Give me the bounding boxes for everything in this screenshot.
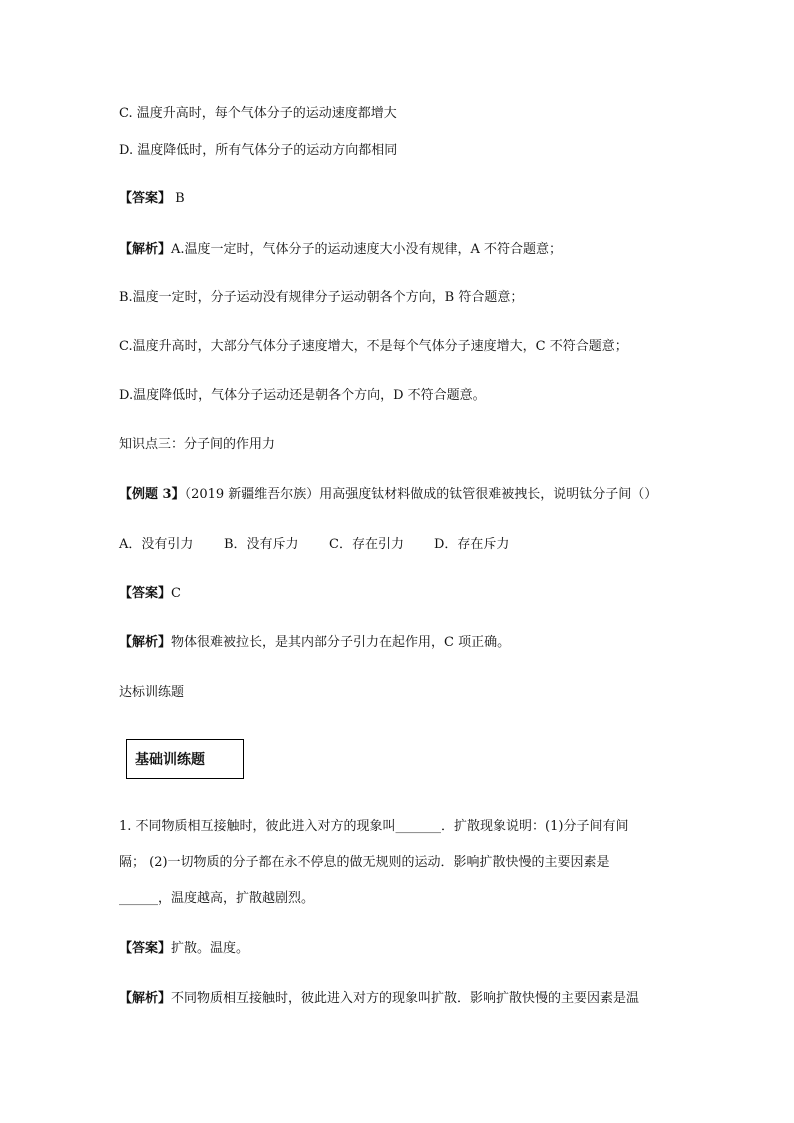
boxed-title — [126, 739, 244, 779]
analysis-text: D.温度降低时，气体分子运动还是朝各个方向，D 不符合题意。 — [119, 388, 486, 403]
analysis-text: C.温度升高时，大部分气体分子速度增大，不是每个气体分子速度增大，C 不符合题意； — [119, 339, 628, 354]
answer-label: 【答案】 — [119, 941, 172, 956]
question-text: 隔； (2)一切物质的分子都在永不停息的做无规则的运动．影响扩散快慢的主要因素是 — [119, 855, 610, 870]
analysis-label: 【解析】 — [119, 242, 172, 257]
answer-value: B — [175, 191, 185, 206]
analysis-1-d — [119, 387, 486, 405]
option-d-line — [119, 142, 397, 160]
section-heading-text: 达标训练题 — [119, 685, 185, 700]
knowledge-point-text: 知识点三：分子间的作用力 — [119, 437, 276, 452]
analysis-label: 【解析】 — [119, 991, 172, 1006]
option-c: C．存在引力 — [329, 537, 404, 552]
knowledge-point-heading — [119, 436, 275, 454]
answer-value: C — [171, 586, 181, 601]
analysis-1-b — [119, 289, 523, 307]
example-label: 【例题 3】 — [119, 487, 185, 502]
answer-value: 扩散。温度。 — [171, 941, 250, 956]
section-heading — [119, 684, 184, 702]
question-1-line-3 — [119, 890, 314, 908]
option-d: D．存在斥力 — [434, 537, 510, 552]
analysis-text: B.温度一定时，分子运动没有规律分子运动朝各个方向，B 符合题意； — [119, 290, 524, 305]
option-c-text: C. 温度升高时，每个气体分子的运动速度都增大 — [119, 106, 397, 121]
analysis-2 — [119, 634, 510, 652]
answer-3 — [119, 940, 249, 958]
analysis-3 — [119, 990, 639, 1008]
option-a: A．没有引力 — [119, 537, 194, 552]
question-text: ______，温度越高，扩散越剧烈。 — [119, 891, 315, 906]
answer-2 — [119, 585, 181, 603]
analysis-text: 不同物质相互接触时，彼此进入对方的现象叫扩散．影响扩散快慢的主要因素是温 — [171, 991, 640, 1006]
answer-1 — [119, 190, 185, 208]
question-1-line-1 — [119, 818, 628, 836]
analysis-1-c — [119, 338, 628, 356]
option-b: B．没有斥力 — [224, 537, 299, 552]
question-1-line-2 — [119, 854, 610, 872]
analysis-1-a — [119, 241, 562, 259]
option-c-line — [119, 105, 397, 123]
question-text: 1. 不同物质相互接触时，彼此进入对方的现象叫_______．扩散现象说明：(1)分子间有间 — [119, 819, 629, 834]
analysis-text: 物体很难被拉长，是其内部分子引力在起作用，C 项正确。 — [171, 635, 511, 650]
answer-label: 【答案】 — [119, 586, 172, 601]
example-3-options — [119, 536, 509, 554]
example-3 — [119, 486, 657, 504]
analysis-label: 【解析】 — [119, 635, 172, 650]
example-text: （2019 新疆维吾尔族）用高强度钛材料做成的钛管很难被拽长，说明钛分子间（） — [184, 487, 658, 502]
analysis-text: A.温度一定时，气体分子的运动速度大小没有规律，A 不符合题意； — [171, 242, 563, 257]
boxed-title-text: 基础训练题 — [135, 752, 205, 768]
option-d-text: D. 温度降低时，所有气体分子的运动方向都相同 — [119, 143, 398, 158]
answer-label: 【答案】 — [119, 191, 172, 206]
